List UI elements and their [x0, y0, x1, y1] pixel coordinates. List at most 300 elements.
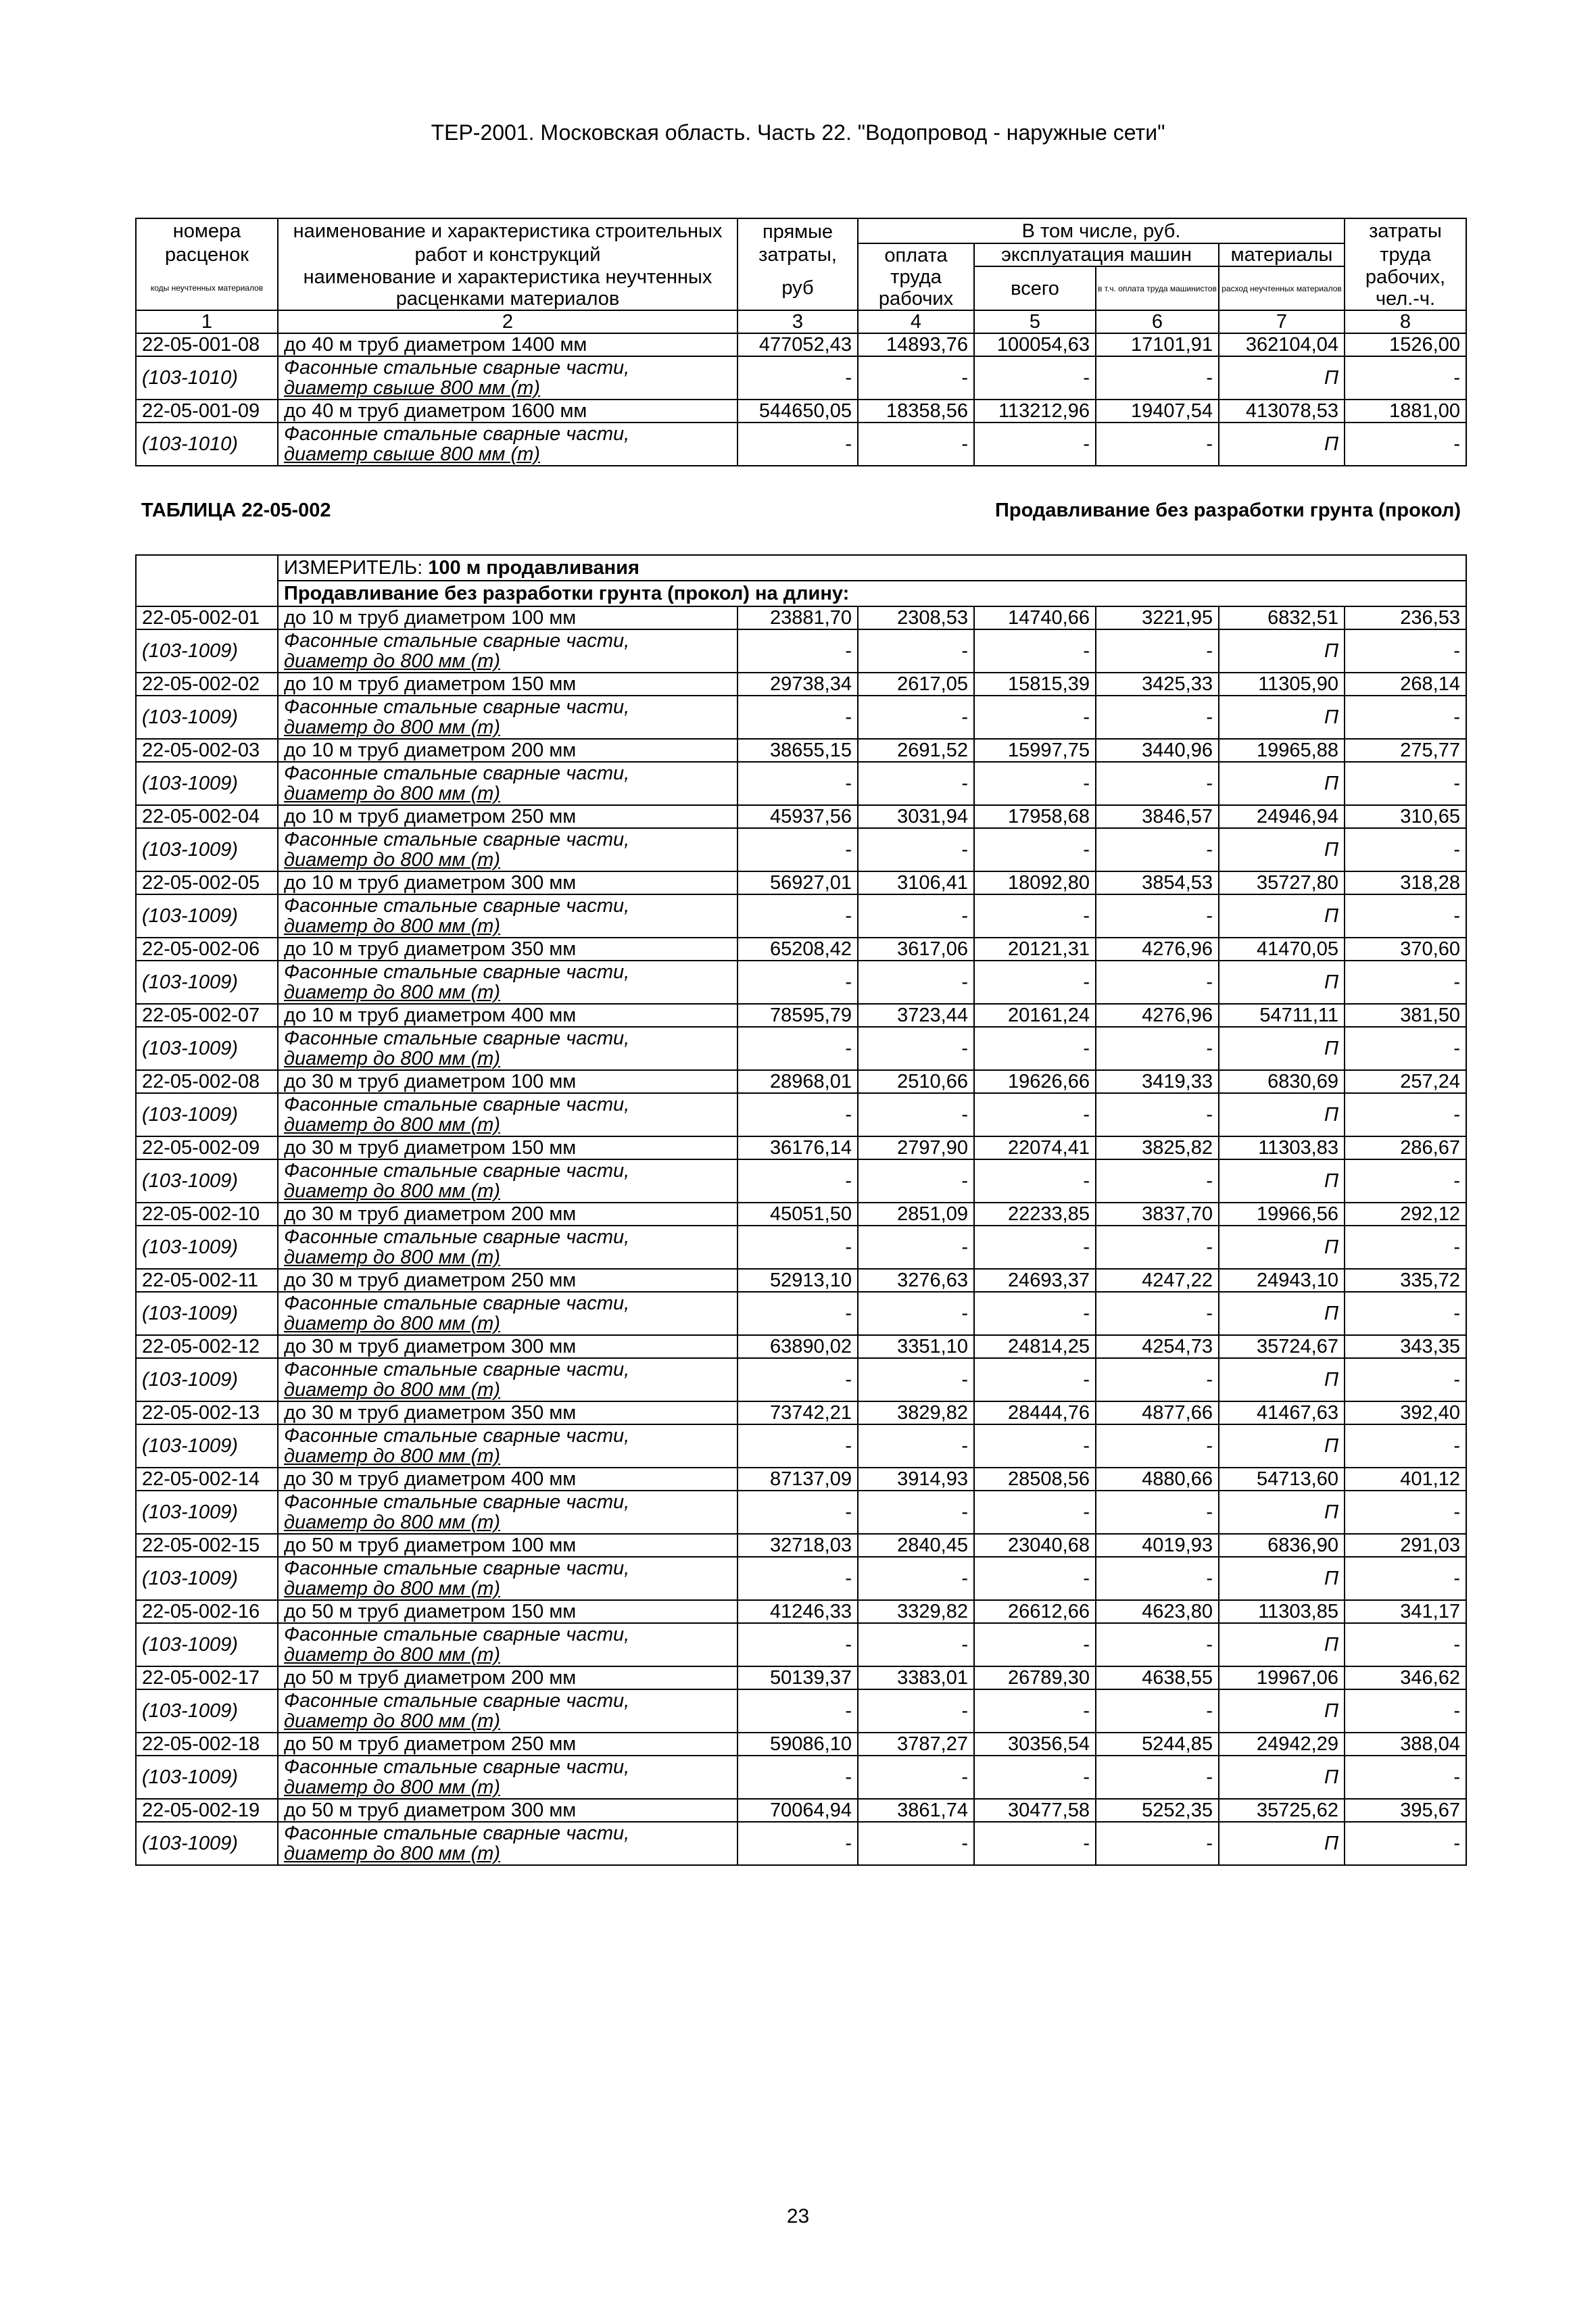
rate-code: 22-05-002-18 [136, 1733, 278, 1756]
rate-name: до 50 м труб диаметром 200 мм [278, 1666, 737, 1689]
rate-name: до 10 м труб диаметром 150 мм [278, 673, 737, 696]
material-code: (103-1009) [136, 629, 278, 673]
material-code: (103-1009) [136, 696, 278, 739]
rate-value: 4276,96 [1096, 938, 1219, 961]
rate-value: 2851,09 [858, 1203, 974, 1226]
rate-value: 292,12 [1345, 1203, 1466, 1226]
material-dash: - [974, 1756, 1096, 1799]
rate-value: 401,12 [1345, 1468, 1466, 1491]
rate-value: 3846,57 [1096, 805, 1219, 828]
rate-row [136, 1136, 1466, 1159]
material-code: (103-1009) [136, 1822, 278, 1865]
material-dash: - [974, 1226, 1096, 1269]
material-mark: П [1219, 356, 1345, 400]
rate-code: 22-05-002-02 [136, 673, 278, 696]
rate-value: 477052,43 [737, 333, 858, 356]
rate-value: 17958,68 [974, 805, 1096, 828]
material-dash: - [974, 1623, 1096, 1666]
rate-value: 343,35 [1345, 1335, 1466, 1358]
rate-row [136, 673, 1466, 696]
rate-code: 22-05-001-08 [136, 333, 278, 356]
material-row [136, 1756, 1466, 1799]
material-row [136, 1159, 1466, 1203]
material-mark: П [1219, 1159, 1345, 1203]
material-dash: - [737, 423, 858, 466]
rate-code: 22-05-002-11 [136, 1269, 278, 1292]
material-dash: - [974, 1822, 1096, 1865]
rate-value: 3787,27 [858, 1733, 974, 1756]
material-name: Фасонные стальные сварные части, диаметр до 800 мм (т) [278, 961, 737, 1004]
rate-value: 318,28 [1345, 871, 1466, 894]
header-row-2: расценок работ и конструкций оплата эксплуатация машин материалы труда [136, 243, 1466, 266]
rate-value: 19626,66 [974, 1070, 1096, 1093]
material-dash: - [974, 1292, 1096, 1335]
material-dash: - [1345, 1292, 1466, 1335]
material-dash: - [974, 1491, 1096, 1534]
material-name: Фасонные стальные сварные части, диаметр до 800 мм (т) [278, 1027, 737, 1070]
rate-value: 5252,35 [1096, 1799, 1219, 1822]
rate-value: 11303,85 [1219, 1600, 1345, 1623]
rate-row [136, 1600, 1466, 1623]
material-mark: П [1219, 1226, 1345, 1269]
material-name: Фасонные стальные сварные части, диаметр до 800 мм (т) [278, 1226, 737, 1269]
rate-value: 1881,00 [1345, 400, 1466, 423]
rate-value: 3425,33 [1096, 673, 1219, 696]
material-row [136, 629, 1466, 673]
rate-row [136, 1070, 1466, 1093]
rate-value: 3861,74 [858, 1799, 974, 1822]
rate-value: 59086,10 [737, 1733, 858, 1756]
material-dash: - [737, 1424, 858, 1468]
material-dash: - [858, 1623, 974, 1666]
material-row [136, 1689, 1466, 1733]
rate-name: до 30 м труб диаметром 250 мм [278, 1269, 737, 1292]
rate-code: 22-05-002-10 [136, 1203, 278, 1226]
rate-value: 3617,06 [858, 938, 974, 961]
material-mark: П [1219, 423, 1345, 466]
rate-value: 56927,01 [737, 871, 858, 894]
rate-value: 3383,01 [858, 1666, 974, 1689]
material-name: Фасонные стальные сварные части, диаметр до 800 мм (т) [278, 762, 737, 805]
rate-value: 2617,05 [858, 673, 974, 696]
rate-code: 22-05-002-17 [136, 1666, 278, 1689]
material-dash: - [974, 629, 1096, 673]
material-name: Фасонные стальные сварные части, диаметр свыше 800 мм (т) [278, 356, 737, 400]
rate-value: 100054,63 [974, 333, 1096, 356]
rate-value: 19966,56 [1219, 1203, 1345, 1226]
rate-value: 20161,24 [974, 1004, 1096, 1027]
material-dash: - [1096, 1093, 1219, 1136]
rate-value: 5244,85 [1096, 1733, 1219, 1756]
rate-value: 6836,90 [1219, 1534, 1345, 1557]
material-code: (103-1010) [136, 356, 278, 400]
material-dash: - [858, 961, 974, 1004]
material-mark: П [1219, 1557, 1345, 1600]
rate-value: 3854,53 [1096, 871, 1219, 894]
material-dash: - [858, 1226, 974, 1269]
rate-value: 32718,03 [737, 1534, 858, 1557]
material-dash: - [1345, 1093, 1466, 1136]
rate-name: до 50 м труб диаметром 150 мм [278, 1600, 737, 1623]
rate-value: 26789,30 [974, 1666, 1096, 1689]
material-code: (103-1009) [136, 961, 278, 1004]
rate-value: 11305,90 [1219, 673, 1345, 696]
material-mark: П [1219, 894, 1345, 938]
rate-value: 11303,83 [1219, 1136, 1345, 1159]
material-dash: - [974, 1557, 1096, 1600]
material-dash: - [737, 1159, 858, 1203]
rate-value: 291,03 [1345, 1534, 1466, 1557]
rate-value: 346,62 [1345, 1666, 1466, 1689]
material-code: (103-1009) [136, 1226, 278, 1269]
material-dash: - [737, 1093, 858, 1136]
material-dash: - [1345, 1358, 1466, 1401]
rate-name: до 10 м труб диаметром 100 мм [278, 606, 737, 629]
rate-code: 22-05-002-13 [136, 1401, 278, 1424]
rate-name: до 10 м труб диаметром 350 мм [278, 938, 737, 961]
rate-value: 3829,82 [858, 1401, 974, 1424]
material-dash: - [1096, 1623, 1219, 1666]
rate-value: 3419,33 [1096, 1070, 1219, 1093]
material-name: Фасонные стальные сварные части, диаметр до 800 мм (т) [278, 1623, 737, 1666]
rate-value: 18358,56 [858, 400, 974, 423]
material-mark: П [1219, 1027, 1345, 1070]
material-mark: П [1219, 1358, 1345, 1401]
rate-name: до 10 м труб диаметром 200 мм [278, 739, 737, 762]
rate-value: 50139,37 [737, 1666, 858, 1689]
page-number: 23 [786, 2205, 810, 2227]
material-dash: - [1096, 1689, 1219, 1733]
material-code: (103-1009) [136, 1027, 278, 1070]
rate-value: 30356,54 [974, 1733, 1096, 1756]
material-dash: - [1345, 828, 1466, 871]
material-dash: - [1345, 1424, 1466, 1468]
rate-value: 30477,58 [974, 1799, 1096, 1822]
rate-row [136, 1203, 1466, 1226]
material-mark: П [1219, 1756, 1345, 1799]
rate-name: до 50 м труб диаметром 250 мм [278, 1733, 737, 1756]
material-code: (103-1009) [136, 1557, 278, 1600]
material-dash: - [1345, 356, 1466, 400]
col8-header: затраты [1345, 218, 1466, 243]
material-dash: - [1096, 423, 1219, 466]
material-dash: - [1096, 1159, 1219, 1203]
rate-value: 24814,25 [974, 1335, 1096, 1358]
material-code: (103-1010) [136, 423, 278, 466]
rate-row [136, 1335, 1466, 1358]
material-code: (103-1009) [136, 1623, 278, 1666]
rate-value: 24946,94 [1219, 805, 1345, 828]
table-title-row [136, 466, 1466, 555]
material-dash: - [1096, 1358, 1219, 1401]
material-dash: - [858, 1093, 974, 1136]
rate-value: 268,14 [1345, 673, 1466, 696]
rate-value: 19407,54 [1096, 400, 1219, 423]
material-name: Фасонные стальные сварные части, диаметр до 800 мм (т) [278, 696, 737, 739]
rate-value: 236,53 [1345, 606, 1466, 629]
rate-row [136, 805, 1466, 828]
table-title: Продавливание без разработки грунта (прокол) [995, 500, 1461, 521]
rate-value: 14740,66 [974, 606, 1096, 629]
rate-value: 28968,01 [737, 1070, 858, 1093]
rate-name: до 30 м труб диаметром 350 мм [278, 1401, 737, 1424]
column-numbers-row: 1 2 3 4 5 6 7 8 [136, 310, 1466, 333]
subheading: Продавливание без разработки грунта (прокол) на длину: [278, 581, 1466, 606]
rate-value: 52913,10 [737, 1269, 858, 1292]
material-row [136, 1491, 1466, 1534]
col1-header: номера [136, 218, 278, 243]
rate-value: 19965,88 [1219, 739, 1345, 762]
rate-value: 45051,50 [737, 1203, 858, 1226]
material-dash: - [1096, 762, 1219, 805]
material-row [136, 1093, 1466, 1136]
material-dash: - [737, 961, 858, 1004]
material-dash: - [1345, 762, 1466, 805]
rate-code: 22-05-002-06 [136, 938, 278, 961]
rate-code: 22-05-002-04 [136, 805, 278, 828]
rate-row [136, 1401, 1466, 1424]
material-dash: - [858, 423, 974, 466]
measure: ИЗМЕРИТЕЛЬ: 100 м продавливания [278, 555, 1466, 581]
material-mark: П [1219, 1822, 1345, 1865]
material-name: Фасонные стальные сварные части, диаметр свыше 800 мм (т) [278, 423, 737, 466]
material-dash: - [858, 696, 974, 739]
rate-value: 370,60 [1345, 938, 1466, 961]
rate-value: 65208,42 [737, 938, 858, 961]
material-dash: - [737, 1358, 858, 1401]
material-mark: П [1219, 1292, 1345, 1335]
material-dash: - [858, 1159, 974, 1203]
material-dash: - [858, 1424, 974, 1468]
page-header: ТЕР-2001. Московская область. Часть 22. "Водопровод - наружные сети" [431, 120, 1165, 145]
material-dash: - [1345, 1822, 1466, 1865]
rate-row [136, 1799, 1466, 1822]
rate-value: 275,77 [1345, 739, 1466, 762]
rate-row [136, 871, 1466, 894]
material-row [136, 423, 1466, 466]
rate-value: 22074,41 [974, 1136, 1096, 1159]
rate-value: 24942,29 [1219, 1733, 1345, 1756]
rate-name: до 50 м труб диаметром 100 мм [278, 1534, 737, 1557]
measure-row [136, 555, 1466, 581]
material-dash: - [1096, 1027, 1219, 1070]
rate-code: 22-05-002-15 [136, 1534, 278, 1557]
material-code: (103-1009) [136, 1756, 278, 1799]
rate-code: 22-05-002-12 [136, 1335, 278, 1358]
rate-value: 3276,63 [858, 1269, 974, 1292]
material-name: Фасонные стальные сварные части, диаметр до 800 мм (т) [278, 1424, 737, 1468]
material-row [136, 356, 1466, 400]
material-name: Фасонные стальные сварные части, диаметр до 800 мм (т) [278, 1159, 737, 1203]
rate-value: 15997,75 [974, 739, 1096, 762]
material-dash: - [974, 1093, 1096, 1136]
rate-code: 22-05-002-01 [136, 606, 278, 629]
rate-value: 70064,94 [737, 1799, 858, 1822]
material-dash: - [737, 1226, 858, 1269]
rate-value: 2691,52 [858, 739, 974, 762]
material-dash: - [737, 1027, 858, 1070]
material-dash: - [974, 356, 1096, 400]
material-dash: - [974, 961, 1096, 1004]
material-name: Фасонные стальные сварные части, диаметр до 800 мм (т) [278, 1491, 737, 1534]
group-header: В том числе, руб. [858, 218, 1345, 243]
rate-row [136, 1733, 1466, 1756]
material-dash: - [737, 894, 858, 938]
material-name: Фасонные стальные сварные части, диаметр до 800 мм (т) [278, 828, 737, 871]
rate-value: 2510,66 [858, 1070, 974, 1093]
rate-value: 257,24 [1345, 1070, 1466, 1093]
rate-value: 4880,66 [1096, 1468, 1219, 1491]
material-name: Фасонные стальные сварные части, диаметр до 800 мм (т) [278, 1756, 737, 1799]
material-mark: П [1219, 1424, 1345, 1468]
material-dash: - [1345, 894, 1466, 938]
material-dash: - [737, 1557, 858, 1600]
rate-value: 35724,67 [1219, 1335, 1345, 1358]
rate-code: 22-05-002-16 [136, 1600, 278, 1623]
rate-name: до 30 м труб диаметром 300 мм [278, 1335, 737, 1358]
col2-header: наименование и характеристика строительных [278, 218, 737, 243]
material-name: Фасонные стальные сварные части, диаметр до 800 мм (т) [278, 1689, 737, 1733]
material-row [136, 1292, 1466, 1335]
rate-value: 381,50 [1345, 1004, 1466, 1027]
material-name: Фасонные стальные сварные части, диаметр до 800 мм (т) [278, 1557, 737, 1600]
rate-value: 113212,96 [974, 400, 1096, 423]
material-code: (103-1009) [136, 1491, 278, 1534]
rate-value: 54713,60 [1219, 1468, 1345, 1491]
material-mark: П [1219, 1093, 1345, 1136]
rate-value: 4247,22 [1096, 1269, 1219, 1292]
material-code: (103-1009) [136, 1093, 278, 1136]
material-dash: - [737, 696, 858, 739]
rate-value: 17101,91 [1096, 333, 1219, 356]
rate-value: 310,65 [1345, 805, 1466, 828]
material-name: Фасонные стальные сварные части, диаметр до 800 мм (т) [278, 894, 737, 938]
rate-code: 22-05-002-07 [136, 1004, 278, 1027]
material-dash: - [1345, 1623, 1466, 1666]
material-dash: - [974, 696, 1096, 739]
material-dash: - [737, 356, 858, 400]
material-dash: - [858, 1557, 974, 1600]
rate-name: до 40 м труб диаметром 1400 мм [278, 333, 737, 356]
rate-value: 87137,09 [737, 1468, 858, 1491]
material-row [136, 1623, 1466, 1666]
rate-value: 45937,56 [737, 805, 858, 828]
material-row [136, 1027, 1466, 1070]
rate-value: 4623,80 [1096, 1600, 1219, 1623]
material-row [136, 1424, 1466, 1468]
rate-value: 388,04 [1345, 1733, 1466, 1756]
material-row [136, 696, 1466, 739]
material-dash: - [858, 1358, 974, 1401]
material-dash: - [1345, 1557, 1466, 1600]
rate-value: 3723,44 [858, 1004, 974, 1027]
rate-value: 2308,53 [858, 606, 974, 629]
material-dash: - [1345, 1491, 1466, 1534]
rate-value: 6830,69 [1219, 1070, 1345, 1093]
rate-value: 3221,95 [1096, 606, 1219, 629]
material-mark: П [1219, 828, 1345, 871]
rate-value: 22233,85 [974, 1203, 1096, 1226]
material-dash: - [1345, 629, 1466, 673]
material-mark: П [1219, 696, 1345, 739]
table-number: ТАБЛИЦА 22-05-002 [141, 500, 331, 521]
rate-value: 395,67 [1345, 1799, 1466, 1822]
material-dash: - [1345, 423, 1466, 466]
material-dash: - [1096, 1756, 1219, 1799]
rate-row [136, 1468, 1466, 1491]
material-name: Фасонные стальные сварные части, диаметр до 800 мм (т) [278, 1292, 737, 1335]
col3-header: прямые затраты, [737, 218, 858, 266]
header-row-3: коды неучтенных материалов наименование и характеристика неучтенных расценками материалов руб труда рабочих всего в т.ч. оплата труда машинистов расход неучтенных материалов рабочих, чел.-ч. [136, 266, 1466, 310]
rate-name: до 10 м труб диаметром 400 мм [278, 1004, 737, 1027]
material-row [136, 828, 1466, 871]
rate-row [136, 1004, 1466, 1027]
rate-name: до 30 м труб диаметром 100 мм [278, 1070, 737, 1093]
rate-code: 22-05-002-09 [136, 1136, 278, 1159]
material-row [136, 1557, 1466, 1600]
rate-code: 22-05-002-14 [136, 1468, 278, 1491]
material-row [136, 1822, 1466, 1865]
material-dash: - [737, 1292, 858, 1335]
material-dash: - [858, 1292, 974, 1335]
material-dash: - [737, 1756, 858, 1799]
rate-value: 14893,76 [858, 333, 974, 356]
rate-value: 1526,00 [1345, 333, 1466, 356]
material-dash: - [858, 1689, 974, 1733]
rate-value: 286,67 [1345, 1136, 1466, 1159]
material-dash: - [974, 1424, 1096, 1468]
material-dash: - [858, 356, 974, 400]
material-row [136, 1226, 1466, 1269]
material-dash: - [1096, 1226, 1219, 1269]
rate-row [136, 1666, 1466, 1689]
header-row-1 [136, 218, 1466, 243]
rate-row [136, 739, 1466, 762]
rate-code: 22-05-002-08 [136, 1070, 278, 1093]
rate-value: 3329,82 [858, 1600, 974, 1623]
material-dash: - [1345, 1226, 1466, 1269]
material-mark: П [1219, 1623, 1345, 1666]
material-mark: П [1219, 629, 1345, 673]
material-code: (103-1009) [136, 1159, 278, 1203]
rate-value: 15815,39 [974, 673, 1096, 696]
rate-value: 4019,93 [1096, 1534, 1219, 1557]
rate-value: 41467,63 [1219, 1401, 1345, 1424]
material-dash: - [1345, 1689, 1466, 1733]
material-dash: - [858, 762, 974, 805]
rate-value: 73742,21 [737, 1401, 858, 1424]
material-dash: - [974, 762, 1096, 805]
rate-value: 26612,66 [974, 1600, 1096, 1623]
rates-table [135, 218, 1467, 1866]
material-dash: - [737, 828, 858, 871]
rate-value: 29738,34 [737, 673, 858, 696]
material-mark: П [1219, 1491, 1345, 1534]
rate-value: 24693,37 [974, 1269, 1096, 1292]
material-code: (103-1009) [136, 828, 278, 871]
material-dash: - [1096, 961, 1219, 1004]
material-row [136, 1358, 1466, 1401]
rate-value: 28444,76 [974, 1401, 1096, 1424]
rate-name: до 30 м труб диаметром 150 мм [278, 1136, 737, 1159]
material-dash: - [737, 629, 858, 673]
material-dash: - [858, 828, 974, 871]
rate-value: 3440,96 [1096, 739, 1219, 762]
material-row [136, 894, 1466, 938]
material-code: (103-1009) [136, 894, 278, 938]
rate-value: 335,72 [1345, 1269, 1466, 1292]
rate-value: 36176,14 [737, 1136, 858, 1159]
